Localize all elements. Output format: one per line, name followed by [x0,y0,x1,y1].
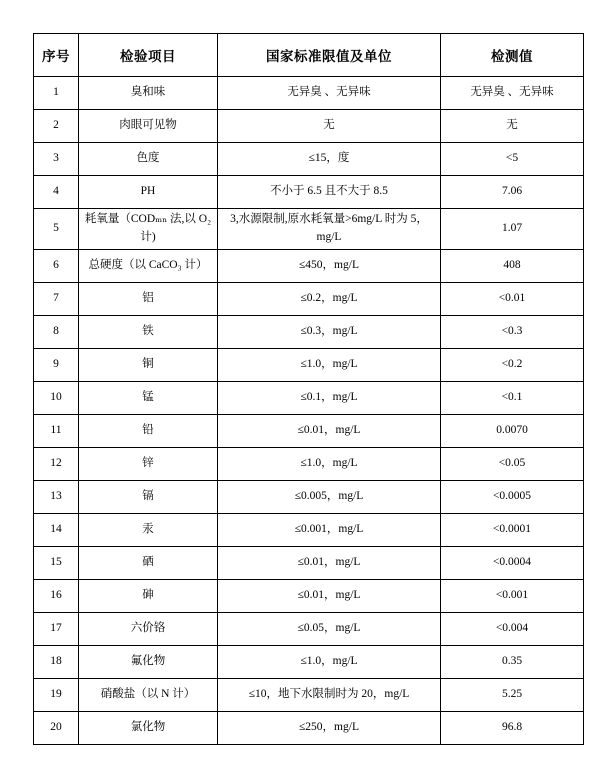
table-row [34,645,584,678]
cell-limit: ≤1.0，mg/L [218,447,441,480]
col-header-limit: 国家标准限值及单位 [218,34,441,77]
cell-value: 0.0070 [441,414,584,447]
cell-value: 5.25 [441,678,584,711]
cell-limit: 不小于 6.5 且不大于 8.5 [218,176,441,209]
cell-limit: ≤0.1，mg/L [218,381,441,414]
cell-item: 耗氧量（CODₘₙ 法,以 O₂ 计) [79,209,218,250]
cell-no: 19 [34,678,79,711]
cell-limit: ≤0.2，mg/L [218,282,441,315]
table-row [34,612,584,645]
cell-no: 3 [34,143,79,176]
cell-item: 肉眼可见物 [79,110,218,143]
cell-value: <0.0001 [441,513,584,546]
cell-item: 臭和味 [79,77,218,110]
cell-limit: ≤0.005，mg/L [218,480,441,513]
table-row [34,447,584,480]
cell-value: <0.001 [441,579,584,612]
table-row [34,249,584,282]
cell-item: 色度 [79,143,218,176]
table-row [34,381,584,414]
cell-value: <0.01 [441,282,584,315]
water-quality-table [33,33,584,745]
cell-item: 镉 [79,480,218,513]
cell-no: 5 [34,209,79,250]
table-row [34,77,584,110]
col-header-no: 序号 [34,34,79,77]
cell-no: 16 [34,579,79,612]
table-row [34,513,584,546]
cell-item: 铝 [79,282,218,315]
cell-limit: ≤250，mg/L [218,711,441,744]
cell-value: <0.2 [441,348,584,381]
cell-limit: ≤0.001，mg/L [218,513,441,546]
cell-limit: ≤0.01，mg/L [218,546,441,579]
cell-no: 13 [34,480,79,513]
cell-value: 408 [441,249,584,282]
cell-no: 20 [34,711,79,744]
cell-item: 铅 [79,414,218,447]
cell-no: 12 [34,447,79,480]
table-row [34,678,584,711]
table-row [34,176,584,209]
table-row [34,711,584,744]
cell-no: 17 [34,612,79,645]
cell-no: 18 [34,645,79,678]
cell-item: PH [79,176,218,209]
cell-no: 2 [34,110,79,143]
table-row [34,209,584,250]
cell-no: 4 [34,176,79,209]
cell-value: 96.8 [441,711,584,744]
cell-no: 11 [34,414,79,447]
cell-item: 六价铬 [79,612,218,645]
results-table-body [34,77,584,745]
cell-no: 7 [34,282,79,315]
cell-value: <5 [441,143,584,176]
col-header-value: 检测值 [441,34,584,77]
table-row [34,282,584,315]
cell-value: <0.3 [441,315,584,348]
cell-no: 14 [34,513,79,546]
cell-item: 硒 [79,546,218,579]
cell-limit: ≤1.0，mg/L [218,645,441,678]
cell-limit: ≤0.01，mg/L [218,579,441,612]
table-row [34,315,584,348]
cell-limit: 无异臭 、无异味 [218,77,441,110]
cell-no: 1 [34,77,79,110]
table-row [34,110,584,143]
table-row [34,143,584,176]
cell-item: 总硬度（以 CaCO₃ 计） [79,249,218,282]
cell-item: 锰 [79,381,218,414]
table-row [34,480,584,513]
col-header-item: 检验项目 [79,34,218,77]
cell-item: 锌 [79,447,218,480]
cell-item: 硝酸盐（以 N 计） [79,678,218,711]
cell-limit: ≤0.3，mg/L [218,315,441,348]
cell-no: 9 [34,348,79,381]
cell-item: 汞 [79,513,218,546]
cell-limit: 无 [218,110,441,143]
cell-no: 10 [34,381,79,414]
cell-value: 1.07 [441,209,584,250]
cell-value: 0.35 [441,645,584,678]
table-row [34,546,584,579]
cell-item: 铜 [79,348,218,381]
cell-limit: ≤450，mg/L [218,249,441,282]
cell-item: 氯化物 [79,711,218,744]
cell-limit: ≤0.01，mg/L [218,414,441,447]
cell-value: <0.1 [441,381,584,414]
cell-no: 6 [34,249,79,282]
cell-value: 7.06 [441,176,584,209]
cell-value: <0.0004 [441,546,584,579]
cell-limit: ≤0.05，mg/L [218,612,441,645]
cell-value: <0.0005 [441,480,584,513]
table-row [34,579,584,612]
cell-item: 氟化物 [79,645,218,678]
cell-value: 无 [441,110,584,143]
cell-value: 无异臭 、无异味 [441,77,584,110]
cell-limit: ≤1.0，mg/L [218,348,441,381]
header-row [34,34,584,77]
cell-value: <0.05 [441,447,584,480]
table-row [34,348,584,381]
cell-limit: 3,水源限制,原水耗氧量>6mg/L 时为 5，mg/L [218,209,441,250]
table-row [34,414,584,447]
cell-limit: ≤10，地下水限制时为 20，mg/L [218,678,441,711]
cell-value: <0.004 [441,612,584,645]
cell-item: 铁 [79,315,218,348]
cell-no: 8 [34,315,79,348]
cell-no: 15 [34,546,79,579]
cell-limit: ≤15，度 [218,143,441,176]
cell-item: 砷 [79,579,218,612]
